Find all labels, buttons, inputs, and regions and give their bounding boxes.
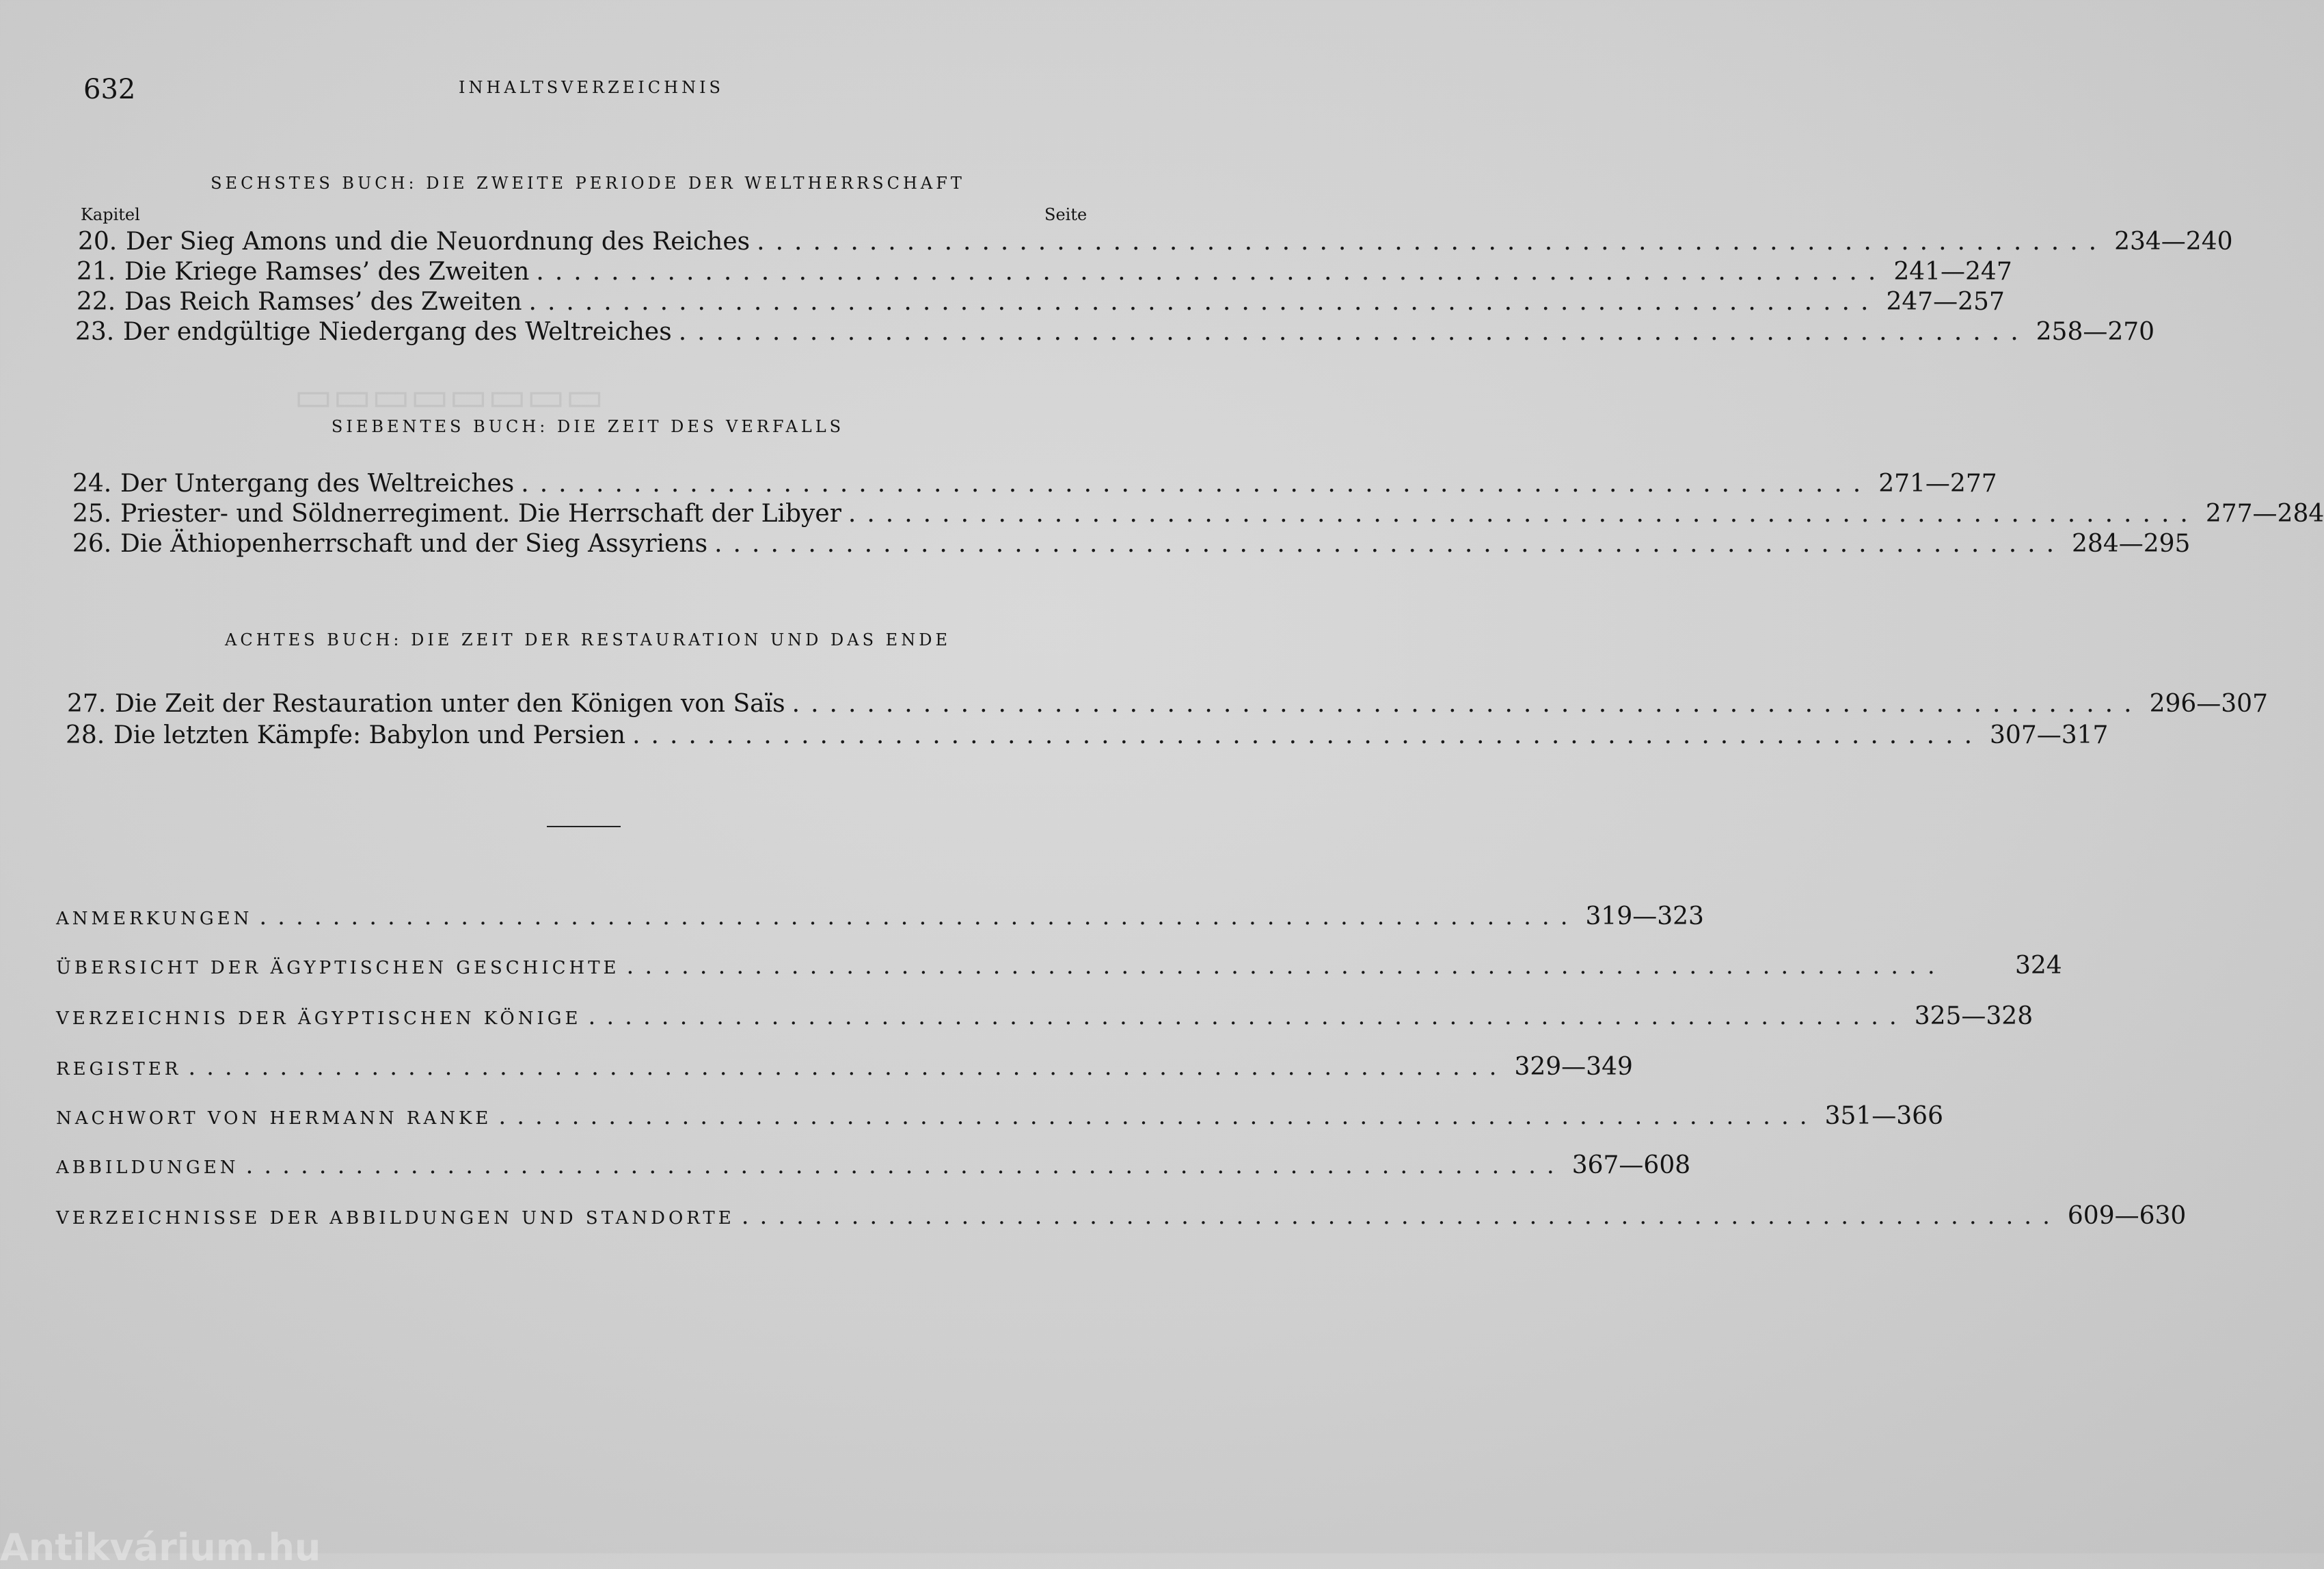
back-matter-title: NACHWORT VON HERMANN RANKE <box>56 1108 492 1129</box>
back-matter-title: VERZEICHNISSE DER ABBILDUNGEN UND STANDORTE <box>56 1208 735 1229</box>
leader-dots: ........................................................................ <box>528 288 1880 316</box>
leader-dots: ........................................................................ <box>741 1203 2061 1230</box>
leader-dots: ........................................................................ <box>632 721 1984 749</box>
toc-entry[interactable] <box>75 317 2155 347</box>
divider-rule <box>547 826 621 827</box>
toc-entry[interactable] <box>66 721 2109 751</box>
back-matter-title: ABBILDUNGEN <box>56 1157 239 1178</box>
entry-title: Der Untergang des Weltreiches <box>120 470 515 498</box>
back-matter-pages: 609—630 <box>2067 1202 2187 1230</box>
toc-entry[interactable] <box>77 287 2005 317</box>
back-matter-entry[interactable] <box>56 1053 1633 1083</box>
toc-entry[interactable] <box>77 257 2012 287</box>
section-title-8: ACHTES BUCH: DIE ZEIT DER RESTAURATION UND DAS ENDE <box>225 630 951 649</box>
entry-number: 27. <box>67 690 107 718</box>
entry-number: 26. <box>72 530 112 558</box>
entry-pages: 241—247 <box>1893 258 2012 286</box>
leader-dots: ........................................................................ <box>757 228 2108 256</box>
entry-pages: 271—277 <box>1878 470 1997 498</box>
back-matter-pages: 319—323 <box>1585 902 1704 930</box>
entry-title: Die Kriege Ramses’ des Zweiten <box>124 258 530 286</box>
entry-title: Das Reich Ramses’ des Zweiten <box>124 288 522 316</box>
leader-dots: ........................................................................ <box>188 1054 1508 1081</box>
back-matter-entry[interactable] <box>56 952 2062 982</box>
page-number: 632 <box>83 74 136 105</box>
entry-pages: 284—295 <box>2072 530 2191 558</box>
toc-entry[interactable] <box>67 689 2268 719</box>
entry-pages: 277—284 <box>2205 500 2324 528</box>
leader-dots: ........................................................................ <box>245 1152 1565 1179</box>
leader-dots: ........................................................................ <box>626 952 1946 980</box>
entry-number: 22. <box>77 288 116 316</box>
section-title-7: SIEBENTES BUCH: DIE ZEIT DES VERFALLS <box>331 417 845 436</box>
entry-pages: 234—240 <box>2114 228 2233 256</box>
back-matter-entry[interactable] <box>56 902 1704 933</box>
entry-number: 21. <box>77 258 116 286</box>
entry-pages: 258—270 <box>2036 318 2155 346</box>
leader-dots: ........................................................................ <box>678 318 2029 346</box>
entry-number: 24. <box>72 470 112 498</box>
leader-dots: ........................................................................ <box>536 258 1887 286</box>
entry-pages: 247—257 <box>1886 288 2005 316</box>
watermark: Antikvárium.hu <box>0 1526 321 1569</box>
back-matter-entry[interactable] <box>56 1002 2033 1032</box>
running-title: INHALTSVERZEICHNIS <box>459 78 724 97</box>
leader-dots: ........................................................................ <box>259 903 1579 930</box>
leader-dots: ........................................................................ <box>714 530 2066 558</box>
back-matter-entry[interactable] <box>56 1102 1943 1132</box>
back-matter-pages: 324 <box>2014 952 2062 980</box>
leader-dots: ........................................................................ <box>792 690 2143 718</box>
leader-dots: ........................................................................ <box>848 500 2199 528</box>
back-matter-title: ANMERKUNGEN <box>56 909 253 929</box>
toc-entry[interactable] <box>72 499 2324 529</box>
entry-number: 28. <box>66 721 105 749</box>
back-matter-title: ÜBERSICHT DER ÄGYPTISCHEN GESCHICHTE <box>56 958 620 978</box>
column-label-chapter: Kapitel <box>81 205 140 224</box>
entry-title: Priester- und Söldnerregiment. Die Herrschaft der Libyer <box>120 500 841 528</box>
back-matter-pages: 329—349 <box>1514 1053 1633 1081</box>
entry-title: Die letzten Kämpfe: Babylon und Persien <box>113 721 626 749</box>
back-matter-pages: 325—328 <box>1914 1002 2033 1030</box>
back-matter-title: VERZEICHNIS DER ÄGYPTISCHEN KÖNIGE <box>56 1008 582 1029</box>
toc-entry[interactable] <box>72 469 1997 499</box>
leader-dots: ........................................................................ <box>588 1003 1908 1030</box>
entry-pages: 307—317 <box>1990 721 2109 749</box>
column-label-page: Seite <box>1044 205 1087 224</box>
back-matter-pages: 367—608 <box>1571 1151 1691 1179</box>
leader-dots: ........................................................................ <box>521 470 1872 498</box>
entry-pages: 296—307 <box>2149 690 2268 718</box>
entry-title: Die Äthiopenherrschaft und der Sieg Assyriens <box>120 530 708 558</box>
toc-entry[interactable] <box>78 227 2233 257</box>
entry-title: Der endgültige Niedergang des Weltreiches <box>123 318 672 346</box>
entry-number: 20. <box>78 228 118 256</box>
entry-number: 25. <box>72 500 112 528</box>
back-matter-pages: 351—366 <box>1824 1102 1943 1130</box>
section-title-6: SECHSTES BUCH: DIE ZWEITE PERIODE DER WELTHERRSCHAFT <box>211 174 965 193</box>
back-matter-entry[interactable] <box>56 1151 1691 1181</box>
back-matter-entry[interactable] <box>56 1202 2187 1232</box>
entry-title: Die Zeit der Restauration unter den Königen von Saïs <box>115 690 785 718</box>
back-matter-title: REGISTER <box>56 1059 182 1079</box>
entry-number: 23. <box>75 318 115 346</box>
toc-entry[interactable] <box>72 529 2191 559</box>
entry-title: Der Sieg Amons und die Neuordnung des Reiches <box>126 228 751 256</box>
leader-dots: ........................................................................ <box>498 1103 1818 1130</box>
